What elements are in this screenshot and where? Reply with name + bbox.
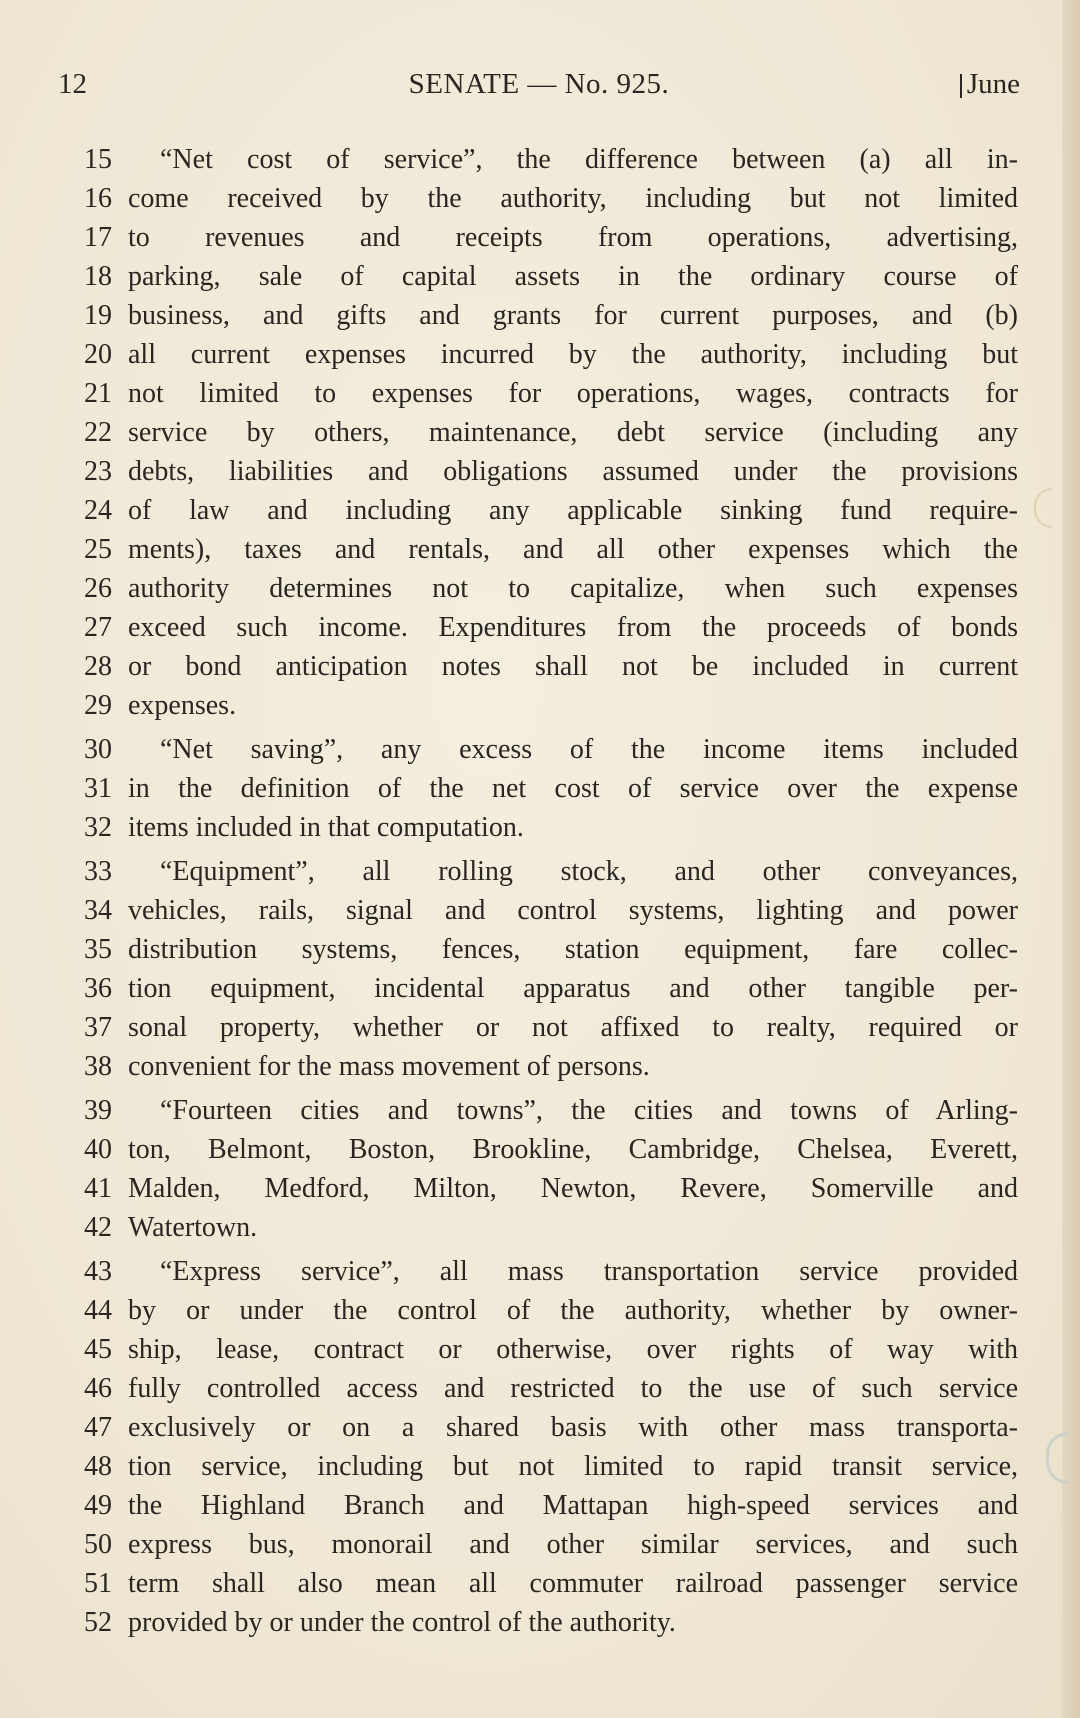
text-line [78, 1091, 1018, 1130]
line-number: 50 [84, 1529, 112, 1560]
line-text: business, and gifts and grants for current purposes, and (b) [128, 300, 1018, 331]
line-text: Malden, Medford, Milton, Newton, Revere, Somerville and [128, 1173, 1018, 1204]
line-text: “Express service”, all mass transportation service provided [160, 1256, 1018, 1287]
page-number: 12 [58, 68, 87, 100]
text-line [78, 1169, 1018, 1208]
line-number: 42 [84, 1212, 112, 1243]
line-number: 36 [84, 973, 112, 1004]
line-number: 37 [84, 1012, 112, 1043]
line-text: provided by or under the control of the authority. [128, 1607, 676, 1638]
paragraph [78, 1252, 1018, 1642]
line-text: debts, liabilities and obligations assumed under the provisions [128, 456, 1018, 487]
text-line [78, 730, 1018, 769]
text-line [78, 140, 1018, 179]
line-number: 46 [84, 1373, 112, 1404]
text-line [78, 686, 1018, 725]
line-number: 43 [84, 1256, 112, 1287]
line-text: convenient for the mass movement of persons. [128, 1051, 650, 1082]
line-text: not limited to expenses for operations, wages, contracts for [128, 378, 1018, 409]
paragraph [78, 1091, 1018, 1247]
line-text: distribution systems, fences, station equipment, fare collec- [128, 934, 1018, 965]
line-text: by or under the control of the authority, whether by owner- [128, 1295, 1018, 1326]
line-number: 20 [84, 339, 112, 370]
line-text: service by others, maintenance, debt service (including any [128, 417, 1018, 448]
text-line [78, 1447, 1018, 1486]
line-text: “Fourteen cities and towns”, the cities and towns of Arling- [160, 1095, 1018, 1126]
line-number: 27 [84, 612, 112, 643]
line-number: 33 [84, 856, 112, 887]
line-text: the Highland Branch and Mattapan high-speed services and [128, 1490, 1018, 1521]
line-text: come received by the authority, including but not limited [128, 183, 1018, 214]
line-number: 24 [84, 495, 112, 526]
line-number: 30 [84, 734, 112, 765]
line-text: express bus, monorail and other similar services, and such [128, 1529, 1018, 1560]
line-text: in the definition of the net cost of service over the expense [128, 773, 1018, 804]
line-number: 15 [84, 144, 112, 175]
margin-mark [1034, 488, 1052, 528]
line-number: 17 [84, 222, 112, 253]
line-number: 49 [84, 1490, 112, 1521]
line-number: 19 [84, 300, 112, 331]
line-number: 44 [84, 1295, 112, 1326]
text-line [78, 1130, 1018, 1169]
line-number: 41 [84, 1173, 112, 1204]
line-text: Watertown. [128, 1212, 258, 1243]
line-number: 40 [84, 1134, 112, 1165]
line-number: 48 [84, 1451, 112, 1482]
text-line [78, 257, 1018, 296]
line-text: ments), taxes and rentals, and all other expenses which the [128, 534, 1018, 565]
text-line [78, 1208, 1018, 1247]
text-line [78, 930, 1018, 969]
line-number: 29 [84, 690, 112, 721]
line-number: 52 [84, 1607, 112, 1638]
header-month: June [966, 68, 1020, 100]
text-line [78, 1291, 1018, 1330]
line-text: expenses. [128, 690, 237, 721]
line-text: to revenues and receipts from operations, advertising, [128, 222, 1018, 253]
page-header [58, 68, 1020, 108]
paragraph [78, 730, 1018, 847]
line-text: tion service, including but not limited to rapid transit service, [128, 1451, 1018, 1482]
line-text: ship, lease, contract or otherwise, over rights of way with [128, 1334, 1018, 1365]
line-text: vehicles, rails, signal and control systems, lighting and power [128, 895, 1018, 926]
line-number: 25 [84, 534, 112, 565]
line-text: exceed such income. Expenditures from the proceeds of bonds [128, 612, 1018, 643]
line-number: 32 [84, 812, 112, 843]
line-number: 22 [84, 417, 112, 448]
paragraph [78, 852, 1018, 1086]
line-number: 47 [84, 1412, 112, 1443]
line-text: authority determines not to capitalize, when such expenses [128, 573, 1018, 604]
text-line [78, 374, 1018, 413]
line-text: “Equipment”, all rolling stock, and other conveyances, [160, 856, 1018, 887]
text-line [78, 852, 1018, 891]
line-number: 38 [84, 1051, 112, 1082]
line-number: 45 [84, 1334, 112, 1365]
line-text: parking, sale of capital assets in the ordinary course of [128, 261, 1018, 292]
text-line [78, 491, 1018, 530]
text-line [78, 808, 1018, 847]
text-line [78, 969, 1018, 1008]
paragraph [78, 140, 1018, 725]
bill-title: SENATE — No. 925. [408, 68, 670, 100]
text-line [78, 569, 1018, 608]
text-line [78, 769, 1018, 808]
text-line [78, 1486, 1018, 1525]
text-line [78, 1603, 1018, 1642]
line-text: sonal property, whether or not affixed to realty, required or [128, 1012, 1018, 1043]
text-line [78, 179, 1018, 218]
line-number: 23 [84, 456, 112, 487]
text-line [78, 1008, 1018, 1047]
line-number: 18 [84, 261, 112, 292]
line-text: ton, Belmont, Boston, Brookline, Cambridge, Chelsea, Everett, [128, 1134, 1018, 1165]
text-line [78, 1564, 1018, 1603]
text-line [78, 530, 1018, 569]
line-text: all current expenses incurred by the authority, including but [128, 339, 1018, 370]
text-line [78, 296, 1018, 335]
line-number: 34 [84, 895, 112, 926]
text-line [78, 1408, 1018, 1447]
line-number: 26 [84, 573, 112, 604]
text-line [78, 891, 1018, 930]
line-text: “Net saving”, any excess of the income items included [160, 734, 1018, 765]
line-number: 31 [84, 773, 112, 804]
text-line [78, 1525, 1018, 1564]
line-text: tion equipment, incidental apparatus and other tangible per- [128, 973, 1018, 1004]
line-number: 28 [84, 651, 112, 682]
text-line [78, 608, 1018, 647]
text-line [78, 1252, 1018, 1291]
text-line [78, 1369, 1018, 1408]
line-number: 16 [84, 183, 112, 214]
text-line [78, 335, 1018, 374]
line-number: 35 [84, 934, 112, 965]
line-number: 51 [84, 1568, 112, 1599]
line-text: exclusively or on a shared basis with other mass transporta- [128, 1412, 1018, 1443]
text-line [78, 413, 1018, 452]
line-number: 39 [84, 1095, 112, 1126]
bill-text-body [78, 140, 1018, 1647]
line-text: “Net cost of service”, the difference between (a) all in- [160, 144, 1018, 175]
line-text: of law and including any applicable sinking fund require- [128, 495, 1018, 526]
text-line [78, 218, 1018, 257]
text-line [78, 452, 1018, 491]
line-text: or bond anticipation notes shall not be included in current [128, 651, 1018, 682]
line-text: items included in that computation. [128, 812, 524, 843]
line-text: fully controlled access and restricted to the use of such service [128, 1373, 1018, 1404]
text-line [78, 647, 1018, 686]
text-line [78, 1330, 1018, 1369]
line-text: term shall also mean all commuter railroad passenger service [128, 1568, 1018, 1599]
text-line [78, 1047, 1018, 1086]
line-number: 21 [84, 378, 112, 409]
margin-mark [1046, 1432, 1069, 1484]
